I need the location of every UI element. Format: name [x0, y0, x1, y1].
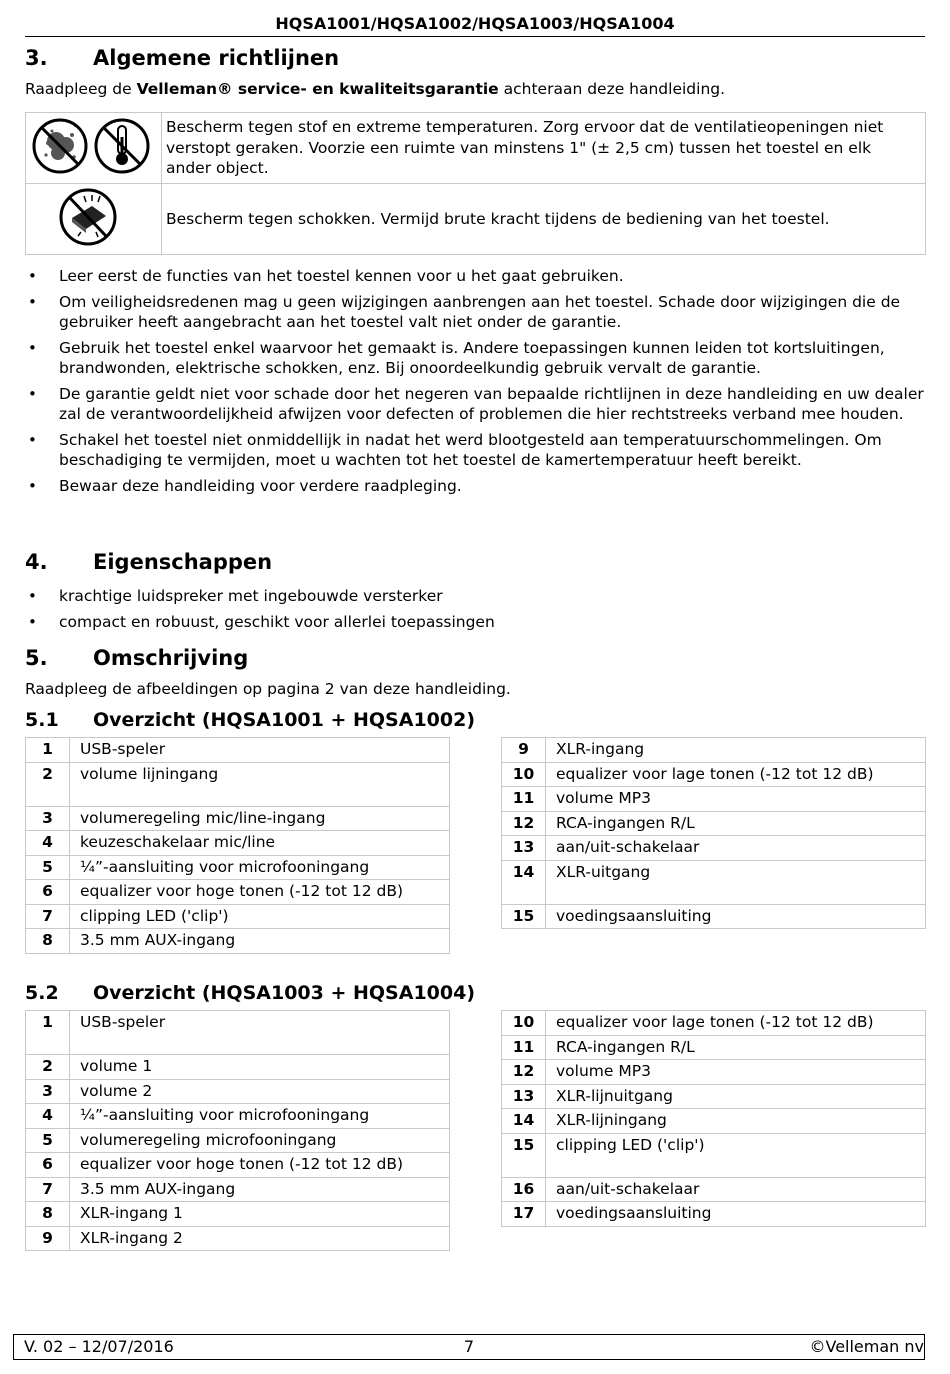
item-description: RCA-ingangen R/L	[546, 1035, 926, 1060]
table-row	[26, 1104, 450, 1129]
item-number: 7	[26, 904, 70, 929]
item-number: 7	[26, 1177, 70, 1202]
item-description: keuzeschakelaar mic/line	[70, 831, 450, 856]
table-row	[502, 762, 926, 787]
item-description: USB-speler	[70, 738, 450, 763]
table-row	[26, 1055, 450, 1080]
item-description: aan/uit-schakelaar	[546, 836, 926, 861]
warning-text-dust-temp: Bescherm tegen stof en extreme temperaturen. Zorg ervoor dat de ventilatieopeningen niet verstopt geraken. Voorzie een ruimte van minstens 1" (± 2,5 cm) tussen het toestel en elk ander object.	[162, 113, 926, 184]
item-number: 4	[26, 831, 70, 856]
footer-copyright: ©Velleman nv	[809, 1337, 924, 1356]
table-row	[502, 1133, 926, 1177]
item-description: 3.5 mm AUX-ingang	[70, 1177, 450, 1202]
item-number: 12	[502, 1060, 546, 1085]
item-number: 6	[26, 880, 70, 905]
item-description: equalizer voor hoge tonen (-12 tot 12 dB)	[70, 1153, 450, 1178]
table-row	[502, 860, 926, 904]
section-5-intro: Raadpleeg de afbeeldingen op pagina 2 van deze handleiding.	[25, 680, 511, 698]
section-4-heading: 4. Eigenschappen	[25, 550, 273, 574]
item-description: volume lijningang	[70, 762, 450, 806]
section-5-1-heading: 5.1 Overzicht (HQSA1001 + HQSA1002)	[25, 709, 476, 731]
table-row	[26, 1177, 450, 1202]
item-number: 13	[502, 836, 546, 861]
table-row	[26, 1011, 450, 1055]
list-item: • Schakel het toestel niet onmiddellijk in nadat het werd blootgesteld aan temperatuurschommelingen. Om beschadiging te vermijden, moet u wachten tot het toestel de kamertemperatuur heeft bereikt.	[25, 430, 925, 471]
item-description: RCA-ingangen R/L	[546, 811, 926, 836]
table-row	[502, 811, 926, 836]
table-row	[502, 1011, 926, 1036]
item-description: XLR-ingang	[546, 738, 926, 763]
warning-icon-shock	[26, 184, 162, 255]
item-number: 16	[502, 1177, 546, 1202]
no-dust-no-temperature-icon	[26, 113, 161, 179]
item-number: 10	[502, 762, 546, 787]
item-number: 6	[26, 1153, 70, 1178]
item-description: equalizer voor lage tonen (-12 tot 12 dB)	[546, 1011, 926, 1036]
table-row	[26, 929, 450, 954]
table-row	[502, 1109, 926, 1134]
item-number: 17	[502, 1202, 546, 1227]
item-number: 9	[502, 738, 546, 763]
list-item: • krachtige luidspreker met ingebouwde versterker	[25, 586, 925, 607]
list-item: • compact en robuust, geschikt voor allerlei toepassingen	[25, 612, 925, 633]
table-row	[26, 762, 450, 806]
table-row	[502, 1177, 926, 1202]
item-description: volume 2	[70, 1079, 450, 1104]
item-number: 15	[502, 904, 546, 929]
table-row	[26, 855, 450, 880]
table-row	[502, 1035, 926, 1060]
item-description: volume MP3	[546, 1060, 926, 1085]
item-description: 3.5 mm AUX-ingang	[70, 929, 450, 954]
overview-2-right-table	[501, 1010, 926, 1227]
item-description: clipping LED ('clip')	[546, 1133, 926, 1177]
no-shock-icon	[26, 184, 152, 250]
table-row	[26, 904, 450, 929]
item-number: 1	[26, 738, 70, 763]
item-number: 8	[26, 929, 70, 954]
item-number: 12	[502, 811, 546, 836]
section-5-2-heading: 5.2 Overzicht (HQSA1003 + HQSA1004)	[25, 982, 476, 1004]
table-row	[26, 1202, 450, 1227]
item-number: 2	[26, 1055, 70, 1080]
table-row	[502, 1202, 926, 1227]
item-number: 5	[26, 1128, 70, 1153]
warning-text-shock: Bescherm tegen schokken. Vermijd brute kracht tijdens de bediening van het toestel.	[162, 184, 926, 255]
overview-1-left-table	[25, 737, 450, 954]
overview-2-left-table	[25, 1010, 450, 1251]
section-3-heading: 3. Algemene richtlijnen	[25, 46, 340, 70]
item-description: equalizer voor lage tonen (-12 tot 12 dB)	[546, 762, 926, 787]
list-item: • De garantie geldt niet voor schade door het negeren van bepaalde richtlijnen in deze handleiding en uw dealer zal de verantwoordelijkheid afwijzen voor defecten of problemen die hier rechtstreeks verband mee houden.	[25, 384, 925, 425]
section-4-bullets	[25, 586, 925, 637]
item-description: XLR-lijnuitgang	[546, 1084, 926, 1109]
table-row	[502, 738, 926, 763]
table-row	[502, 1060, 926, 1085]
item-description: voedingsaansluiting	[546, 1202, 926, 1227]
item-description: XLR-uitgang	[546, 860, 926, 904]
page-footer	[13, 1334, 925, 1360]
table-row	[26, 880, 450, 905]
table-row	[26, 806, 450, 831]
section-3-bullets	[25, 266, 925, 501]
item-number: 10	[502, 1011, 546, 1036]
item-number: 5	[26, 855, 70, 880]
list-item: • Leer eerst de functies van het toestel kennen voor u het gaat gebruiken.	[25, 266, 925, 287]
item-description: voedingsaansluiting	[546, 904, 926, 929]
item-number: 11	[502, 1035, 546, 1060]
item-number: 14	[502, 1109, 546, 1134]
table-row	[26, 738, 450, 763]
section-5-heading: 5. Omschrijving	[25, 646, 249, 670]
table-row	[26, 1153, 450, 1178]
item-description: equalizer voor hoge tonen (-12 tot 12 dB)	[70, 880, 450, 905]
section-3-intro: Raadpleeg de Velleman® service- en kwaliteitsgarantie achteraan deze handleiding.	[25, 80, 726, 98]
item-number: 3	[26, 806, 70, 831]
footer-page-number: 7	[463, 1337, 475, 1356]
table-row	[502, 787, 926, 812]
table-row	[502, 904, 926, 929]
warning-icons-dust-temp	[26, 113, 162, 184]
item-description: ¼”-aansluiting voor microfooningang	[70, 1104, 450, 1129]
list-item: • Gebruik het toestel enkel waarvoor het gemaakt is. Andere toepassingen kunnen leiden tot kortsluitingen, brandwonden, elektrische schokken, enz. Bij onoordeelkundig gebruik vervalt de garantie.	[25, 338, 925, 379]
item-number: 3	[26, 1079, 70, 1104]
item-description: volumeregeling mic/line-ingang	[70, 806, 450, 831]
table-row	[26, 1079, 450, 1104]
warning-table	[25, 112, 926, 255]
item-number: 15	[502, 1133, 546, 1177]
item-description: volumeregeling microfooningang	[70, 1128, 450, 1153]
item-number: 8	[26, 1202, 70, 1227]
item-number: 2	[26, 762, 70, 806]
table-row	[26, 831, 450, 856]
item-description: aan/uit-schakelaar	[546, 1177, 926, 1202]
table-row	[502, 1084, 926, 1109]
item-number: 13	[502, 1084, 546, 1109]
footer-version: V. 02 – 12/07/2016	[24, 1337, 174, 1356]
list-item: • Bewaar deze handleiding voor verdere raadpleging.	[25, 476, 925, 497]
item-number: 14	[502, 860, 546, 904]
item-number: 11	[502, 787, 546, 812]
list-item: • Om veiligheidsredenen mag u geen wijzigingen aanbrengen aan het toestel. Schade door wijzigingen die de gebruiker heeft aangebracht aan het toestel valt niet onder de garantie.	[25, 292, 925, 333]
item-description: XLR-ingang 1	[70, 1202, 450, 1227]
item-description: ¼”-aansluiting voor microfooningang	[70, 855, 450, 880]
table-row	[26, 1226, 450, 1251]
item-description: USB-speler	[70, 1011, 450, 1055]
item-number: 9	[26, 1226, 70, 1251]
overview-1-right-table	[501, 737, 926, 929]
item-description: XLR-lijningang	[546, 1109, 926, 1134]
item-description: volume 1	[70, 1055, 450, 1080]
item-number: 1	[26, 1011, 70, 1055]
table-row	[502, 836, 926, 861]
item-description: XLR-ingang 2	[70, 1226, 450, 1251]
table-row	[26, 1128, 450, 1153]
item-description: volume MP3	[546, 787, 926, 812]
item-number: 4	[26, 1104, 70, 1129]
item-description: clipping LED ('clip')	[70, 904, 450, 929]
page-header: HQSA1001/HQSA1002/HQSA1003/HQSA1004	[25, 12, 925, 37]
